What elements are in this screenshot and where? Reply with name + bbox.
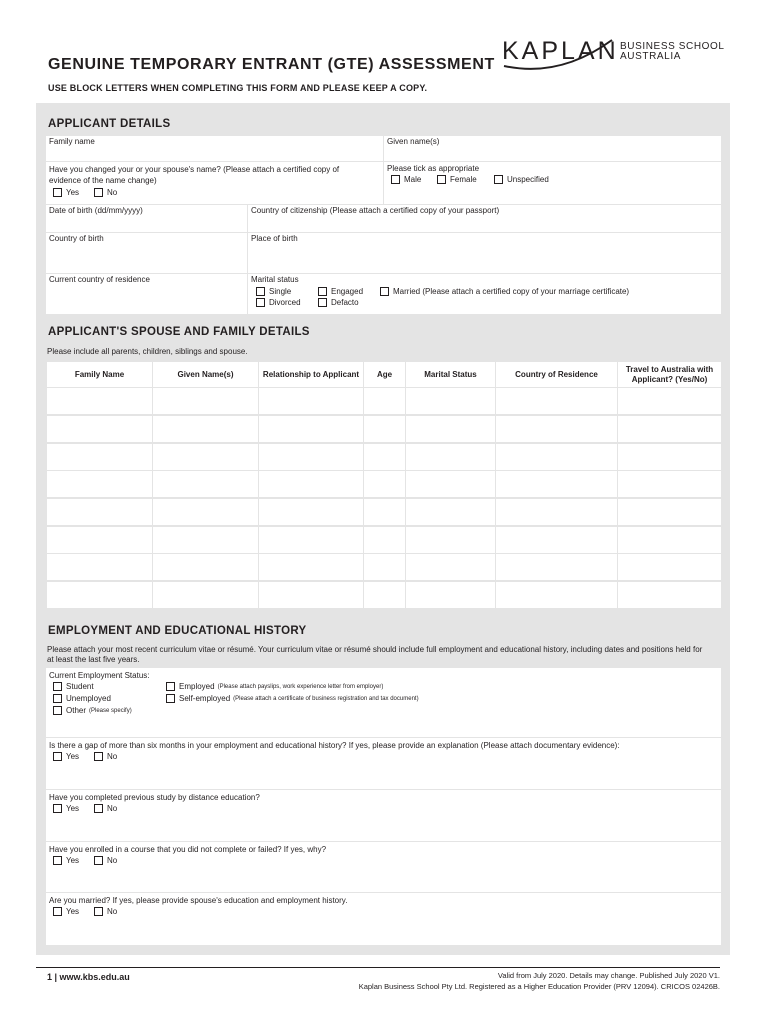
family-table-cell[interactable] [364,527,405,553]
family-table-cell[interactable] [153,499,258,525]
family-col-header: Given Name(s) [153,362,258,387]
gender-unspecified-checkbox[interactable]: Unspecified [494,175,549,184]
given-names-field[interactable] [384,136,721,161]
unemployed-checkbox[interactable]: Unemployed [53,694,111,703]
married-question-label: Are you married? If yes, please provide spouse's education and employment history. [49,896,348,905]
marital-divorced-checkbox[interactable]: Divorced [256,298,301,307]
family-table-cell[interactable] [406,499,495,525]
family-table-cell[interactable] [47,444,152,470]
family-section-title: APPLICANT'S SPOUSE AND FAMILY DETAILS [48,326,310,338]
family-table-cell[interactable] [153,388,258,414]
married-no-checkbox[interactable]: No [94,907,117,916]
family-col-header: Country of Residence [496,362,617,387]
family-table-cell[interactable] [496,444,617,470]
logo-wordmark: KAPLAN [502,37,619,65]
employment-note: Please attach your most recent curriculum vitae or résumé. Your curriculum vitae or résumé should include full employment and educational history, including dates and positions held for at least the last five years. [47,645,703,664]
place-birth-field[interactable] [248,233,721,273]
family-table-cell[interactable] [406,527,495,553]
place-birth-label: Place of birth [251,234,298,243]
employment-section-title: EMPLOYMENT AND EDUCATIONAL HISTORY [48,625,307,637]
family-table-cell[interactable] [153,444,258,470]
marital-engaged-checkbox[interactable]: Engaged [318,287,363,296]
enrolled-question-label: Have you enrolled in a course that you did not complete or failed? If yes, why? [49,845,327,854]
applicant-section-title: APPLICANT DETAILS [48,118,171,130]
footer-divider [36,967,720,968]
family-table-cell[interactable] [364,388,405,414]
tick-label: Please tick as appropriate [387,164,480,173]
kaplan-logo [500,36,730,76]
marital-status-field [248,274,721,314]
family-table-cell[interactable] [364,416,405,442]
name-change-no-checkbox[interactable]: No [94,188,117,197]
marital-single-checkbox[interactable]: Single [256,287,291,296]
family-table-cell[interactable] [364,444,405,470]
employed-checkbox[interactable]: Employed (Please attach payslips, work experience letter from employer) [166,682,383,691]
distance-question-label: Have you completed previous study by distance education? [49,793,260,802]
family-col-header: Relationship to Applicant [259,362,363,387]
citizenship-label: Country of citizenship (Please attach a certified copy of your passport) [251,206,500,215]
gap-no-checkbox[interactable]: No [94,752,117,761]
family-table-cell[interactable] [406,554,495,580]
family-table-cell[interactable] [259,554,363,580]
family-table-cell[interactable] [618,554,721,580]
distance-question-field[interactable] [46,790,721,841]
gender-field [384,162,721,204]
family-table-cell[interactable] [618,527,721,553]
family-table-cell[interactable] [364,499,405,525]
family-table-cell[interactable] [364,471,405,497]
marital-label: Marital status [251,275,299,284]
family-table-cell[interactable] [153,471,258,497]
footer-registration: Kaplan Business School Pty Ltd. Registered as a Higher Education Provider (PRV 12094). CRICOS 02426B. [358,982,720,991]
family-table-cell[interactable] [259,499,363,525]
family-table-cell[interactable] [259,527,363,553]
family-col-header: Age [364,362,405,387]
citizenship-field[interactable] [248,205,721,232]
distance-yes-checkbox[interactable]: Yes [53,804,79,813]
form-subtitle: USE BLOCK LETTERS WHEN COMPLETING THIS FORM AND PLEASE KEEP A COPY. [48,83,428,93]
family-table-cell[interactable] [496,416,617,442]
family-table-cell[interactable] [618,471,721,497]
country-birth-label: Country of birth [49,234,104,243]
family-name-label: Family name [49,137,95,146]
family-table-cell[interactable] [618,416,721,442]
family-table-cell[interactable] [259,471,363,497]
footer-validity: Valid from July 2020. Details may change. Published July 2020 V1. [497,971,720,980]
enrolled-question-field[interactable] [46,842,721,892]
name-change-yes-checkbox[interactable]: Yes [53,188,79,197]
family-table-cell[interactable] [259,416,363,442]
student-checkbox[interactable]: Student [53,682,94,691]
self-employed-checkbox[interactable]: Self-employed (Please attach a certificate of business registration and tax document) [166,694,419,703]
family-table-cell[interactable] [153,416,258,442]
family-table-cell[interactable] [47,416,152,442]
given-names-label: Given name(s) [387,137,440,146]
family-note: Please include all parents, children, siblings and spouse. [47,347,248,356]
family-table-cell[interactable] [364,554,405,580]
enrolled-no-checkbox[interactable]: No [94,856,117,865]
distance-no-checkbox[interactable]: No [94,804,117,813]
residence-field[interactable] [46,274,247,314]
name-change-label: Have you changed your or your spouse's name? (Please attach a certified copy of evidence of the name change) [49,165,340,185]
family-table-cell[interactable] [496,499,617,525]
country-birth-field[interactable] [46,233,247,273]
gap-question-label: Is there a gap of more than six months in your employment and educational history? If yes, please provide an explanation (Please attach documentary evidence): [49,741,620,750]
family-col-header: Marital Status [406,362,495,387]
family-table-cell[interactable] [47,527,152,553]
family-table-cell[interactable] [496,471,617,497]
family-table-cell[interactable] [406,582,495,608]
family-table-cell[interactable] [618,444,721,470]
residence-label: Current country of residence [49,275,150,284]
enrolled-yes-checkbox[interactable]: Yes [53,856,79,865]
marital-married-checkbox[interactable]: Married (Please attach a certified copy of your marriage certificate) [380,287,629,296]
family-table-cell[interactable] [406,388,495,414]
footer-page-url: 1 | www.kbs.edu.au [47,972,130,982]
logo-school-name: BUSINESS SCHOOL AUSTRALIA [620,41,725,62]
family-table-cell[interactable] [47,582,152,608]
marital-defacto-checkbox[interactable]: Defacto [318,298,359,307]
family-col-header: Travel to Australia with Applicant? (Yes/No) [618,362,721,387]
gap-question-field[interactable] [46,738,721,789]
employment-status-field [46,668,721,737]
family-table-cell[interactable] [259,388,363,414]
family-table-cell[interactable] [618,388,721,414]
dob-label: Date of birth (dd/mm/yyyy) [49,206,143,215]
other-checkbox[interactable]: Other (Please specify) [53,706,132,715]
footer-legal [359,970,720,992]
name-change-field [46,162,383,204]
family-name-field[interactable] [46,136,383,161]
married-question-field[interactable] [46,893,721,945]
family-table-cell[interactable] [496,582,617,608]
family-table-cell[interactable] [406,471,495,497]
family-table-cell[interactable] [47,388,152,414]
family-table-cell[interactable] [618,499,721,525]
gender-female-checkbox[interactable]: Female [437,175,477,184]
dob-field[interactable] [46,205,247,232]
employment-status-label: Current Employment Status: [49,671,150,680]
family-table-cell[interactable] [47,554,152,580]
family-table-cell[interactable] [406,444,495,470]
form-title: GENUINE TEMPORARY ENTRANT (GTE) ASSESSMENT [48,56,495,73]
gender-male-checkbox[interactable]: Male [391,175,421,184]
family-table-cell[interactable] [496,527,617,553]
family-table-cell[interactable] [153,527,258,553]
family-table-cell[interactable] [496,554,617,580]
family-table-cell[interactable] [259,582,363,608]
family-table-cell[interactable] [47,471,152,497]
family-table-cell[interactable] [496,388,617,414]
family-col-header: Family Name [47,362,152,387]
family-table-cell[interactable] [406,416,495,442]
gap-yes-checkbox[interactable]: Yes [53,752,79,761]
family-table-cell[interactable] [47,499,152,525]
married-yes-checkbox[interactable]: Yes [53,907,79,916]
family-table-cell[interactable] [153,582,258,608]
family-table-cell[interactable] [618,582,721,608]
family-table-cell[interactable] [259,444,363,470]
family-table-cell[interactable] [153,554,258,580]
family-table-cell[interactable] [364,582,405,608]
